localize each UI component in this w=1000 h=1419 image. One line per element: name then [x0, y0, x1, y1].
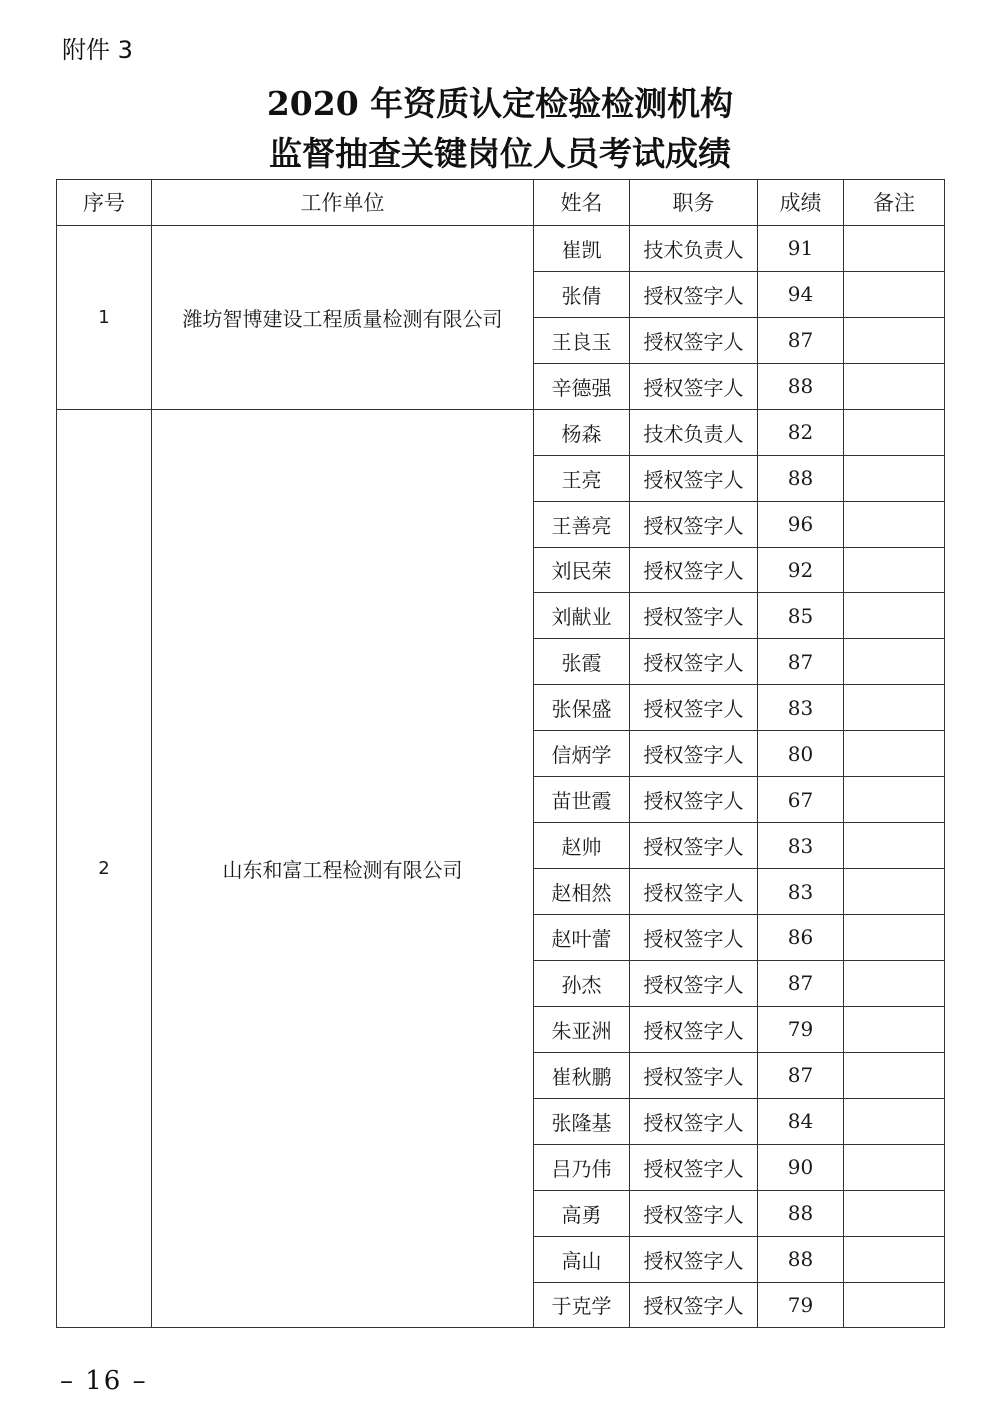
cell-remark: [844, 731, 945, 777]
cell-name: 张隆基: [534, 1098, 630, 1144]
cell-name: 吕乃伟: [534, 1144, 630, 1190]
cell-remark: [844, 685, 945, 731]
cell-name: 高勇: [534, 1190, 630, 1236]
cell-score: 88: [758, 1190, 844, 1236]
cell-position: 授权签字人: [630, 593, 758, 639]
cell-score: 91: [758, 225, 844, 271]
cell-score: 96: [758, 501, 844, 547]
cell-seq: 1: [57, 225, 152, 409]
cell-seq: 2: [57, 409, 152, 1328]
cell-score: 88: [758, 363, 844, 409]
table-row: [57, 225, 945, 271]
cell-position: 授权签字人: [630, 1236, 758, 1282]
cell-name: 杨森: [534, 409, 630, 455]
cell-remark: [844, 1098, 945, 1144]
cell-remark: [844, 501, 945, 547]
cell-position: 技术负责人: [630, 409, 758, 455]
cell-score: 88: [758, 1236, 844, 1282]
cell-name: 张霞: [534, 639, 630, 685]
cell-position: 授权签字人: [630, 317, 758, 363]
cell-remark: [844, 317, 945, 363]
cell-position: 授权签字人: [630, 823, 758, 869]
cell-score: 67: [758, 777, 844, 823]
cell-position: 授权签字人: [630, 501, 758, 547]
cell-score: 83: [758, 823, 844, 869]
score-table: [56, 179, 945, 1328]
page-title-line-1: 2020 年资质认定检验检测机构: [266, 84, 734, 123]
cell-score: 79: [758, 1282, 844, 1328]
cell-name: 辛德强: [534, 363, 630, 409]
cell-position: 授权签字人: [630, 1052, 758, 1098]
cell-position: 授权签字人: [630, 547, 758, 593]
cell-name: 赵帅: [534, 823, 630, 869]
cell-score: 87: [758, 317, 844, 363]
header-score: 成绩: [758, 180, 844, 226]
cell-position: 授权签字人: [630, 1098, 758, 1144]
cell-name: 崔凯: [534, 225, 630, 271]
cell-score: 90: [758, 1144, 844, 1190]
cell-remark: [844, 409, 945, 455]
cell-score: 79: [758, 1006, 844, 1052]
header-seq: 序号: [57, 180, 152, 226]
cell-position: 授权签字人: [630, 639, 758, 685]
cell-remark: [844, 1052, 945, 1098]
cell-unit: 山东和富工程检测有限公司: [152, 409, 534, 1328]
cell-remark: [844, 869, 945, 915]
cell-score: 83: [758, 685, 844, 731]
cell-remark: [844, 225, 945, 271]
cell-position: 授权签字人: [630, 1190, 758, 1236]
header-position: 职务: [630, 180, 758, 226]
cell-position: 技术负责人: [630, 225, 758, 271]
cell-name: 信炳学: [534, 731, 630, 777]
cell-remark: [844, 1006, 945, 1052]
table-header-row: [57, 180, 945, 226]
header-unit: 工作单位: [152, 180, 534, 226]
cell-remark: [844, 777, 945, 823]
cell-position: 授权签字人: [630, 363, 758, 409]
cell-position: 授权签字人: [630, 455, 758, 501]
cell-remark: [844, 593, 945, 639]
cell-name: 张保盛: [534, 685, 630, 731]
cell-position: 授权签字人: [630, 1144, 758, 1190]
cell-position: 授权签字人: [630, 960, 758, 1006]
cell-score: 87: [758, 960, 844, 1006]
page-title-line-2: 监督抽查关键岗位人员考试成绩: [269, 134, 731, 173]
cell-remark: [844, 915, 945, 961]
cell-name: 王良玉: [534, 317, 630, 363]
cell-remark: [844, 547, 945, 593]
cell-remark: [844, 960, 945, 1006]
cell-remark: [844, 823, 945, 869]
cell-score: 87: [758, 1052, 844, 1098]
cell-name: 王亮: [534, 455, 630, 501]
cell-remark: [844, 271, 945, 317]
cell-name: 孙杰: [534, 960, 630, 1006]
cell-remark: [844, 1236, 945, 1282]
cell-remark: [844, 1282, 945, 1328]
cell-score: 83: [758, 869, 844, 915]
cell-position: 授权签字人: [630, 685, 758, 731]
table-row: [57, 409, 945, 455]
cell-score: 84: [758, 1098, 844, 1144]
cell-name: 刘献业: [534, 593, 630, 639]
cell-unit: 潍坊智博建设工程质量检测有限公司: [152, 225, 534, 409]
cell-name: 张倩: [534, 271, 630, 317]
cell-score: 92: [758, 547, 844, 593]
cell-position: 授权签字人: [630, 915, 758, 961]
cell-score: 82: [758, 409, 844, 455]
table-body: [57, 225, 945, 1328]
cell-score: 80: [758, 731, 844, 777]
header-name: 姓名: [534, 180, 630, 226]
cell-remark: [844, 363, 945, 409]
cell-name: 苗世霞: [534, 777, 630, 823]
cell-score: 87: [758, 639, 844, 685]
cell-name: 于克学: [534, 1282, 630, 1328]
cell-position: 授权签字人: [630, 1006, 758, 1052]
cell-position: 授权签字人: [630, 869, 758, 915]
cell-name: 朱亚洲: [534, 1006, 630, 1052]
attachment-label: 附件 3: [62, 36, 133, 64]
cell-remark: [844, 1190, 945, 1236]
header-remark: 备注: [844, 180, 945, 226]
cell-name: 刘民荣: [534, 547, 630, 593]
cell-remark: [844, 455, 945, 501]
cell-name: 崔秋鹏: [534, 1052, 630, 1098]
cell-score: 85: [758, 593, 844, 639]
cell-score: 86: [758, 915, 844, 961]
cell-remark: [844, 1144, 945, 1190]
cell-position: 授权签字人: [630, 271, 758, 317]
cell-score: 94: [758, 271, 844, 317]
cell-position: 授权签字人: [630, 777, 758, 823]
cell-name: 赵叶蕾: [534, 915, 630, 961]
cell-score: 88: [758, 455, 844, 501]
cell-name: 王善亮: [534, 501, 630, 547]
cell-remark: [844, 639, 945, 685]
page-number: – 16 –: [60, 1366, 148, 1396]
cell-position: 授权签字人: [630, 1282, 758, 1328]
cell-name: 高山: [534, 1236, 630, 1282]
cell-name: 赵相然: [534, 869, 630, 915]
cell-position: 授权签字人: [630, 731, 758, 777]
